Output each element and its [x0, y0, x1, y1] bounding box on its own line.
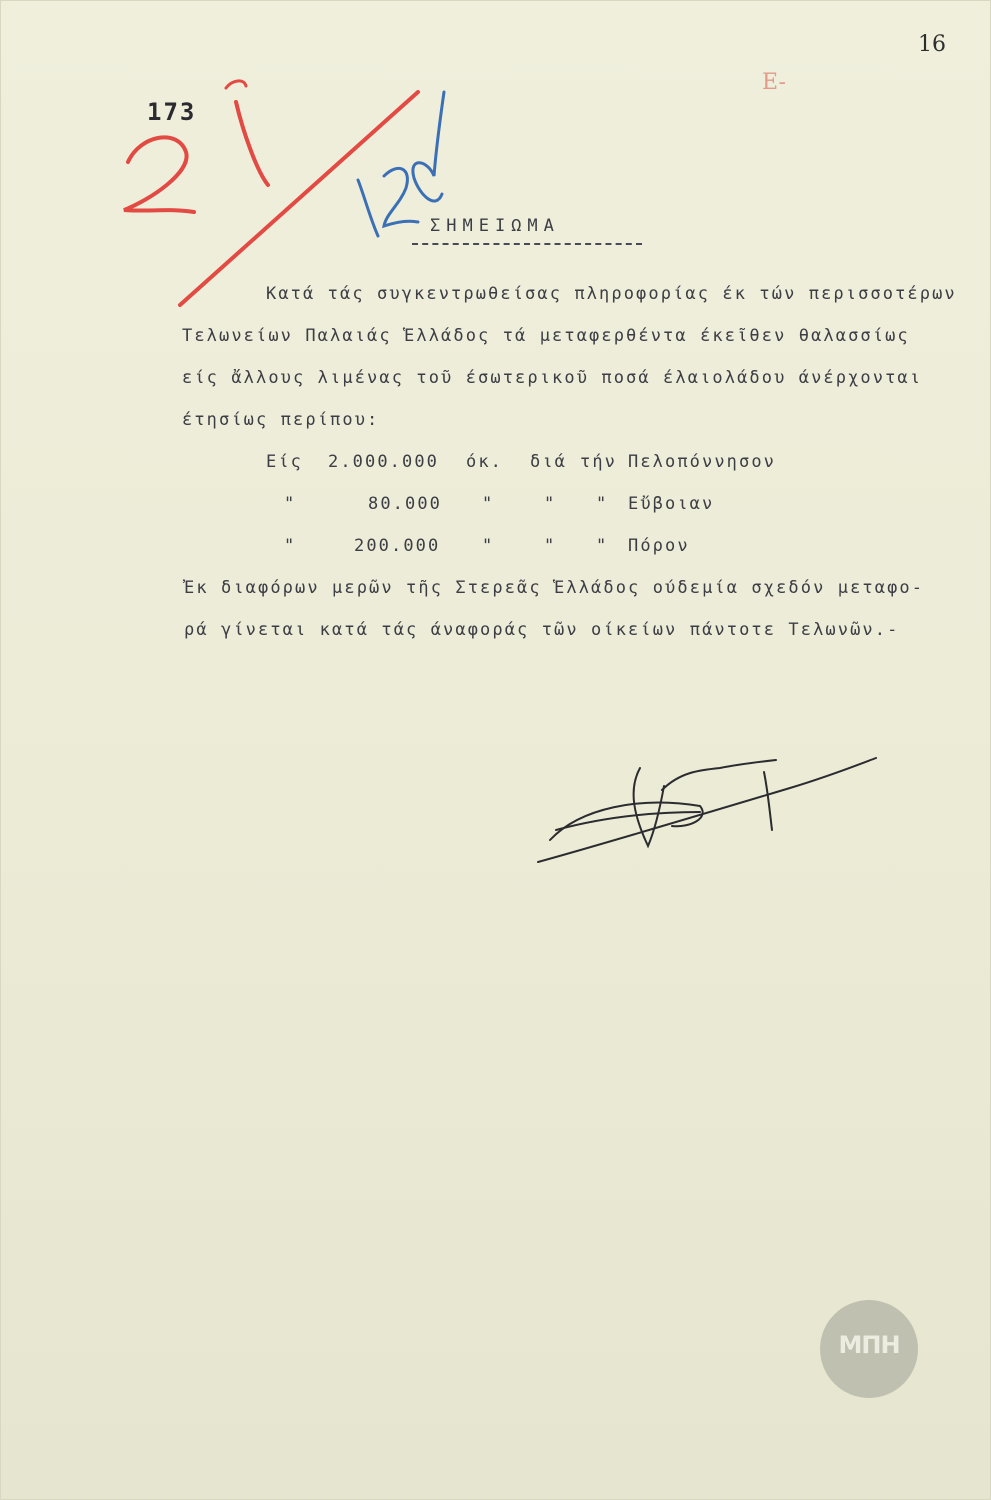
row-amount: 2.000.000 [328, 452, 440, 472]
row-article: τήν [580, 452, 618, 472]
paragraph-1-line-1: Κατά τάς συγκεντρωθείσας πληροφορίας έκ τών περισσοτέρων [266, 284, 957, 304]
row-prep: " [544, 536, 557, 556]
blue-numeral-1 [358, 180, 378, 236]
red-numeral-2 [124, 137, 194, 212]
row-article: " [596, 536, 609, 556]
paragraph-2-line-2: ρά γίνεται κατά τάς άναφοράς τῶν οίκείων πάντοτε Τελωνῶν.- [184, 620, 900, 640]
archive-stamp-text: ΜΠΗ [838, 1331, 900, 1359]
paragraph-2-line-1: Ἐκ διαφόρων μερῶν τῆς Στερεᾶς Ἑλλάδος ούδεμία σχεδόν μεταφο- [184, 578, 925, 598]
row-prep: διά [530, 452, 568, 472]
row-destination: Εὔβοιαν [628, 494, 715, 514]
row-prefix: " [284, 494, 297, 514]
corner-letter: E- [762, 70, 786, 95]
row-amount: 200.000 [354, 536, 441, 556]
blue-numeral-2 [384, 168, 418, 226]
reference-number: 173 [147, 98, 197, 126]
page-number: 16 [918, 32, 946, 57]
title-underline [412, 243, 642, 245]
row-destination: Πόρον [628, 536, 690, 556]
row-unit: " [482, 536, 495, 556]
row-article: " [596, 494, 609, 514]
row-prep: " [544, 494, 557, 514]
red-accent [226, 81, 246, 88]
red-numeral-iota [236, 102, 268, 185]
row-destination: Πελοπόννησον [628, 452, 777, 472]
document-title: ΣΗΜΕΙΩΜΑ [430, 216, 560, 236]
paragraph-1-line-2: Τελωνείων Παλαιάς Ἑλλάδος τά μεταφερθέντα έκεῖθεν θαλασσίως [182, 326, 910, 346]
red-diagonal-stroke [180, 92, 418, 305]
row-prefix: " [284, 536, 297, 556]
row-unit: " [482, 494, 495, 514]
paragraph-1-line-4: έτησίως περίπου: [182, 410, 380, 430]
row-amount: 80.000 [368, 494, 443, 514]
row-prefix: Είς [266, 452, 304, 472]
paragraph-1-line-3: είς ἄλλους λιμένας τοῦ έσωτερικοῦ ποσά έλαιολάδου άνέρχονται [182, 368, 923, 388]
row-unit: όκ. [466, 452, 504, 472]
blue-numeral-5 [413, 92, 444, 201]
